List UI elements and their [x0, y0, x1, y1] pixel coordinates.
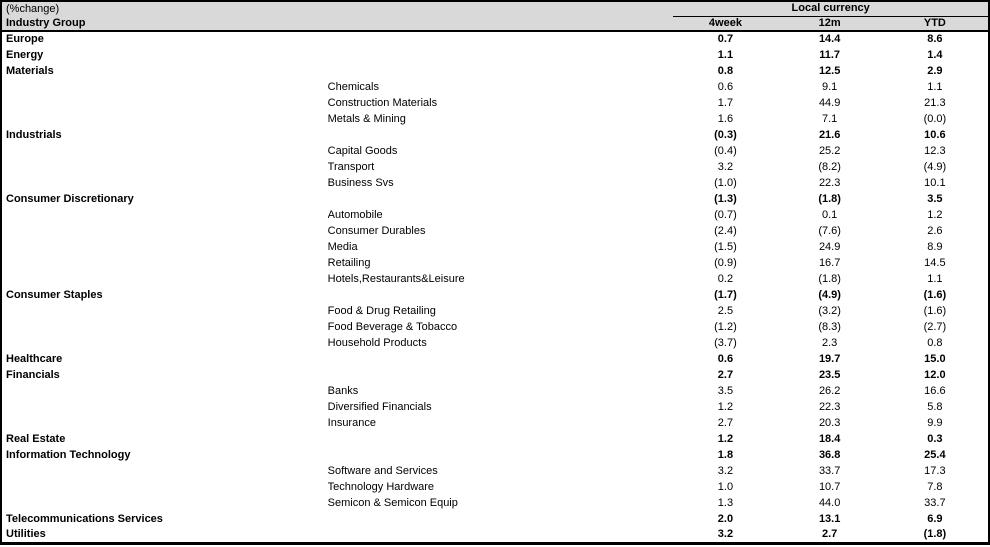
- sub-industry-row: [1, 143, 989, 159]
- sub-industry-row: [1, 415, 989, 431]
- value-ytd-cell: 1.4: [927, 48, 943, 61]
- value-12m-cell: 7.1: [822, 112, 838, 125]
- sub-industry-row: [1, 207, 989, 223]
- value-12m-cell: 23.5: [818, 368, 841, 381]
- value-ytd-cell: (1.6): [923, 288, 947, 301]
- sub-industry-cell: [328, 447, 674, 463]
- sub-industry-cell: Transport: [327, 160, 375, 173]
- value-4week-cell: 0.8: [717, 64, 734, 77]
- value-12m-cell: 12.5: [818, 64, 841, 77]
- value-4week-cell: (2.4): [714, 224, 737, 237]
- value-ytd-cell: 1.1: [927, 272, 943, 285]
- group-row: [1, 367, 989, 383]
- industry-group-cell: Energy: [6, 48, 44, 61]
- value-ytd-cell: 1.1: [927, 80, 943, 93]
- sub-industry-row: [1, 399, 989, 415]
- value-4week-cell: 2.0: [717, 512, 734, 525]
- value-12m-cell: 22.3: [818, 400, 841, 413]
- sub-industry-cell: Automobile: [327, 208, 383, 221]
- value-4week-cell: 2.5: [717, 304, 734, 317]
- sub-industry-row: [1, 111, 989, 127]
- value-ytd-cell: 0.8: [927, 336, 943, 349]
- value-12m-cell: 0.1: [822, 208, 838, 221]
- industry-group-cell: [1, 495, 328, 511]
- industry-group-cell: [1, 415, 328, 431]
- sub-industry-cell: Semicon & Semicon Equip: [327, 496, 458, 509]
- sub-industry-cell: Capital Goods: [327, 144, 398, 157]
- sub-industry-row: [1, 271, 989, 287]
- value-4week-cell: 1.2: [717, 432, 734, 445]
- sub-industry-cell: Retailing: [327, 256, 371, 269]
- industry-group-cell: Industrials: [6, 128, 62, 141]
- sub-industry-cell: [328, 63, 674, 79]
- sub-industry-cell: Hotels,Restaurants&Leisure: [327, 272, 465, 285]
- sub-industry-row: [1, 303, 989, 319]
- value-4week-cell: 2.7: [717, 368, 734, 381]
- industry-group-cell: [1, 223, 328, 239]
- sub-industry-cell: [328, 367, 674, 383]
- value-ytd-cell: 6.9: [927, 512, 943, 525]
- sub-industry-cell: [328, 31, 674, 47]
- value-12m-cell: 44.0: [818, 496, 841, 509]
- value-4week-cell: (3.7): [714, 336, 737, 349]
- value-ytd-cell: 17.3: [924, 464, 946, 477]
- sub-industry-cell: [328, 287, 674, 303]
- sub-industry-row: [1, 319, 989, 335]
- industry-group-cell: [1, 479, 328, 495]
- sub-industry-row: [1, 79, 989, 95]
- value-12m-cell: 36.8: [818, 448, 841, 461]
- sub-industry-cell: Technology Hardware: [327, 480, 435, 493]
- value-4week-cell: 1.2: [717, 400, 734, 413]
- value-ytd-cell: 14.5: [924, 256, 946, 269]
- value-4week-cell: 3.5: [717, 384, 734, 397]
- group-row: [1, 47, 989, 63]
- value-4week-cell: (0.7): [714, 208, 737, 221]
- sub-industry-cell: Household Products: [327, 336, 427, 349]
- value-4week-cell: 0.6: [717, 80, 734, 93]
- industry-group-header: Industry Group: [1, 16, 673, 31]
- value-ytd-cell: 5.8: [927, 400, 943, 413]
- value-12m-cell: (3.2): [818, 304, 841, 317]
- sub-industry-cell: Food Beverage & Tobacco: [327, 320, 458, 333]
- header-row-currency: [1, 1, 989, 16]
- value-12m-cell: 13.1: [818, 512, 841, 525]
- value-12m-cell: 2.7: [822, 527, 838, 540]
- col-header-12m: 12m: [778, 16, 882, 31]
- sub-industry-row: [1, 255, 989, 271]
- value-4week-cell: (0.4): [714, 144, 737, 157]
- sub-industry-cell: [328, 47, 674, 63]
- industry-group-cell: Materials: [6, 64, 54, 77]
- industry-group-cell: [1, 255, 328, 271]
- value-12m-cell: (7.6): [818, 224, 841, 237]
- group-row: [1, 527, 989, 543]
- value-ytd-cell: 25.4: [924, 448, 946, 461]
- sub-industry-cell: [328, 191, 674, 207]
- industry-group-cell: Information Technology: [6, 448, 131, 461]
- value-12m-cell: 16.7: [818, 256, 841, 269]
- sub-industry-cell: Diversified Financials: [327, 400, 432, 413]
- industry-group-cell: [1, 335, 328, 351]
- industry-group-cell: Real Estate: [6, 432, 66, 445]
- value-ytd-cell: (1.6): [923, 304, 947, 317]
- value-12m-cell: 20.3: [818, 416, 841, 429]
- value-ytd-cell: 8.6: [927, 33, 943, 45]
- value-ytd-cell: 33.7: [924, 496, 946, 509]
- industry-group-cell: [1, 111, 328, 127]
- sub-industry-cell: Consumer Durables: [327, 224, 426, 237]
- value-12m-cell: 19.7: [818, 352, 841, 365]
- value-ytd-cell: 10.6: [924, 128, 946, 141]
- value-ytd-cell: (4.9): [923, 160, 947, 173]
- sub-industry-cell: [328, 351, 674, 367]
- value-ytd-cell: 12.0: [924, 368, 946, 381]
- value-ytd-cell: 7.8: [927, 480, 943, 493]
- group-row: [1, 191, 989, 207]
- col-header-ytd: YTD: [882, 16, 989, 31]
- value-4week-cell: 3.2: [717, 464, 734, 477]
- value-12m-cell: (4.9): [818, 288, 841, 301]
- industry-group-cell: [1, 383, 328, 399]
- sub-industry-row: [1, 223, 989, 239]
- value-ytd-cell: 2.6: [927, 224, 943, 237]
- group-row: [1, 31, 989, 47]
- value-12m-cell: (8.2): [818, 160, 841, 173]
- value-12m-cell: (1.8): [818, 272, 841, 285]
- value-12m-cell: 26.2: [818, 384, 841, 397]
- value-4week-cell: 0.2: [717, 272, 734, 285]
- table-body: [1, 31, 989, 543]
- table-header: [1, 1, 989, 31]
- value-12m-cell: 21.6: [818, 128, 841, 141]
- industry-group-cell: [1, 95, 328, 111]
- industry-group-cell: Financials: [6, 368, 60, 381]
- industry-group-cell: [1, 159, 328, 175]
- value-4week-cell: 1.1: [717, 48, 734, 61]
- value-4week-cell: 1.3: [717, 496, 734, 509]
- sub-industry-cell: Banks: [327, 384, 359, 397]
- value-4week-cell: (0.3): [714, 128, 737, 141]
- value-12m-cell: 2.3: [822, 336, 838, 349]
- value-12m-cell: 24.9: [818, 240, 841, 253]
- industry-group-cell: [1, 175, 328, 191]
- sub-industry-row: [1, 175, 989, 191]
- group-row: [1, 431, 989, 447]
- local-currency-header: Local currency: [673, 1, 989, 16]
- industry-group-cell: [1, 399, 328, 415]
- sub-industry-cell: Software and Services: [327, 464, 438, 477]
- industry-group-cell: [1, 463, 328, 479]
- value-12m-cell: 10.7: [818, 480, 841, 493]
- value-12m-cell: 9.1: [822, 80, 838, 93]
- value-4week-cell: 1.8: [717, 448, 734, 461]
- value-12m-cell: 25.2: [818, 144, 841, 157]
- industry-group-cell: [1, 303, 328, 319]
- value-ytd-cell: 12.3: [924, 144, 946, 157]
- value-4week-cell: (1.2): [714, 320, 737, 333]
- value-12m-cell: 18.4: [818, 432, 841, 445]
- value-12m-cell: 33.7: [818, 464, 841, 477]
- pct-change-label: (%change): [1, 1, 673, 16]
- value-ytd-cell: 2.9: [927, 64, 943, 77]
- industry-group-cell: [1, 271, 328, 287]
- sub-industry-cell: Insurance: [327, 416, 376, 429]
- industry-group-cell: Europe: [6, 33, 44, 45]
- sub-industry-cell: Construction Materials: [327, 96, 438, 109]
- group-row: [1, 511, 989, 527]
- sub-industry-cell: Media: [327, 240, 358, 253]
- value-12m-cell: 11.7: [819, 48, 841, 61]
- value-4week-cell: 1.7: [717, 96, 734, 109]
- sub-industry-row: [1, 479, 989, 495]
- value-ytd-cell: 15.0: [924, 352, 946, 365]
- group-row: [1, 351, 989, 367]
- sub-industry-row: [1, 383, 989, 399]
- industry-group-cell: [1, 319, 328, 335]
- industry-group-cell: [1, 207, 328, 223]
- sub-industry-row: [1, 159, 989, 175]
- value-4week-cell: (1.3): [714, 192, 737, 205]
- sub-industry-row: [1, 495, 989, 511]
- group-row: [1, 63, 989, 79]
- value-ytd-cell: 1.2: [927, 208, 943, 221]
- value-4week-cell: 1.0: [717, 480, 734, 493]
- value-ytd-cell: 10.1: [924, 176, 946, 189]
- value-4week-cell: (0.9): [714, 256, 737, 269]
- sub-industry-cell: Metals & Mining: [327, 112, 406, 125]
- sub-industry-cell: [328, 527, 674, 543]
- value-ytd-cell: 9.9: [927, 416, 943, 429]
- sub-industry-row: [1, 463, 989, 479]
- value-4week-cell: (1.7): [714, 288, 737, 301]
- value-4week-cell: 3.2: [717, 527, 734, 540]
- industry-group-cell: Utilities: [6, 527, 46, 540]
- value-ytd-cell: 3.5: [927, 192, 943, 205]
- value-4week-cell: (1.5): [714, 240, 737, 253]
- value-4week-cell: 0.6: [717, 352, 734, 365]
- industry-group-cell: [1, 79, 328, 95]
- header-row-columns: [1, 16, 989, 31]
- group-row: [1, 447, 989, 463]
- value-12m-cell: 44.9: [818, 96, 841, 109]
- sub-industry-row: [1, 95, 989, 111]
- sub-industry-cell: Food & Drug Retailing: [327, 304, 436, 317]
- value-4week-cell: (1.0): [714, 176, 737, 189]
- industry-group-cell: Consumer Discretionary: [6, 192, 134, 205]
- value-ytd-cell: 16.6: [924, 384, 946, 397]
- value-12m-cell: 22.3: [818, 176, 841, 189]
- industry-group-cell: Consumer Staples: [6, 288, 103, 301]
- value-12m-cell: 14.4: [818, 33, 841, 45]
- sub-industry-row: [1, 335, 989, 351]
- sub-industry-cell: [328, 127, 674, 143]
- col-header-4week: 4week: [673, 16, 777, 31]
- value-4week-cell: 3.2: [717, 160, 734, 173]
- value-ytd-cell: 8.9: [927, 240, 943, 253]
- sub-industry-cell: [328, 511, 674, 527]
- sub-industry-cell: [328, 431, 674, 447]
- group-row: [1, 127, 989, 143]
- industry-group-cell: [1, 239, 328, 255]
- value-ytd-cell: (2.7): [923, 320, 947, 333]
- industry-group-cell: Telecommunications Services: [6, 512, 163, 525]
- value-12m-cell: (8.3): [818, 320, 841, 333]
- value-4week-cell: 2.7: [717, 416, 734, 429]
- sub-industry-cell: Business Svs: [327, 176, 394, 189]
- value-4week-cell: 1.6: [717, 112, 734, 125]
- sub-industry-row: [1, 239, 989, 255]
- sub-industry-cell: Chemicals: [327, 80, 379, 93]
- industry-group-cell: [1, 143, 328, 159]
- value-ytd-cell: 21.3: [924, 96, 946, 109]
- value-ytd-cell: (1.8): [923, 527, 947, 540]
- group-row: [1, 287, 989, 303]
- value-ytd-cell: (0.0): [923, 112, 947, 125]
- value-4week-cell: 0.7: [717, 33, 734, 45]
- industry-group-cell: Healthcare: [6, 352, 63, 365]
- value-12m-cell: (1.8): [818, 192, 841, 205]
- value-ytd-cell: 0.3: [927, 432, 943, 445]
